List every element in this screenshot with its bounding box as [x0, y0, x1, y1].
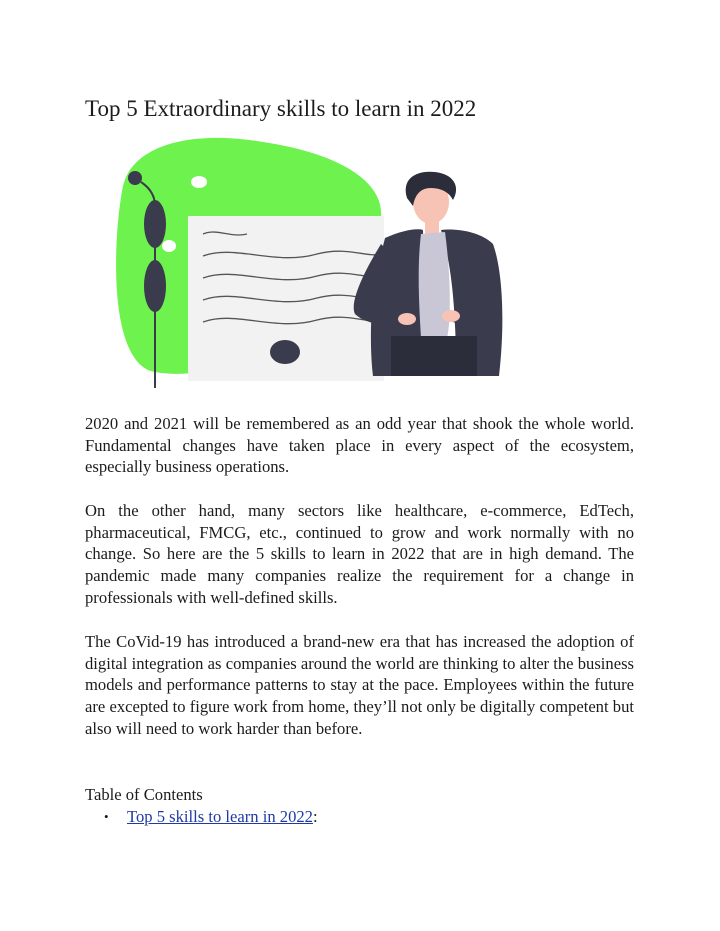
stem-dot — [128, 171, 142, 185]
toc-item — [85, 806, 318, 828]
leaf-upper — [144, 200, 166, 248]
toc-list — [85, 806, 318, 828]
person-right-hand — [442, 310, 460, 322]
paragraph-3: The CoVid-19 has introduced a brand-new era that has increased the adoption of digital integration as companies around the world are thinking to alter the business models and performance patterns to stay at the pace. Employees within the future are excepted to figure work from home, they’ll not only be digitally competent but also will need to work harder than before. — [85, 632, 634, 738]
paragraph-1: 2020 and 2021 will be remembered as an odd year that shook the whole world. Fundamental changes have taken place in every aspect of the ecosystem, especially business operations. — [85, 414, 634, 477]
person-trousers — [391, 336, 477, 376]
leaf-lower — [144, 260, 166, 312]
paragraph-2: On the other hand, many sectors like healthcare, e-commerce, EdTech, pharmaceutical, FMCG, etc., continued to grow and work normally with no change. So here are the 5 skills to learn in 2022 that are in high demand. The pandemic made many companies realize the requirement for a change in professionals with well-defined skills. — [85, 501, 634, 607]
person-shirt — [419, 232, 450, 338]
toc-link-top-5-skills[interactable]: Top 5 skills to learn in 2022 — [127, 807, 313, 826]
hero-illustration — [85, 126, 545, 388]
bullet-icon: • — [104, 809, 109, 824]
toc-heading: Table of Contents — [85, 785, 203, 804]
person-left-hand — [398, 313, 416, 325]
dark-circle-shape — [270, 340, 300, 364]
blob-dot-2 — [162, 240, 176, 252]
toc-item-suffix: : — [312, 807, 318, 826]
blob-dot-1 — [191, 176, 207, 188]
page-title: Top 5 Extraordinary skills to learn in 2022 — [85, 96, 477, 121]
